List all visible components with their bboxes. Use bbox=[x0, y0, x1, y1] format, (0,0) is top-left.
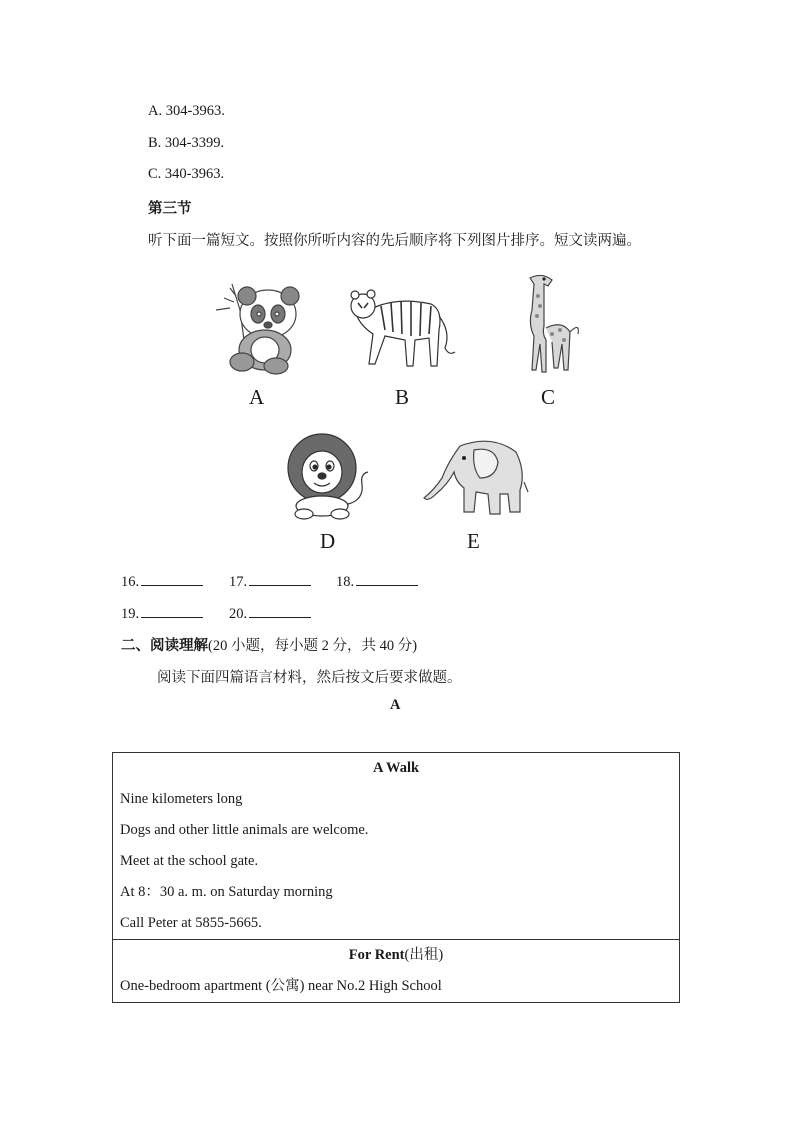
walk-line: Meet at the school gate. bbox=[120, 853, 259, 869]
picture-letter-c: C bbox=[541, 385, 556, 409]
panda-picture bbox=[210, 280, 310, 376]
walk-line: Call Peter at 5855-5665. bbox=[120, 915, 262, 931]
walk-notice bbox=[113, 753, 680, 940]
option-a: A. 304-3963. bbox=[148, 103, 225, 119]
picture-letter-e: E bbox=[467, 529, 480, 553]
elephant-picture bbox=[420, 432, 530, 518]
answer-blank[interactable] bbox=[141, 603, 203, 618]
answer-20[interactable]: 20. bbox=[229, 603, 311, 623]
option-c: C. 340-3963. bbox=[148, 166, 225, 182]
tiger-picture bbox=[345, 286, 457, 372]
lion-picture bbox=[284, 426, 374, 520]
section-title: 第三节 bbox=[148, 201, 192, 217]
picture-letter-d: D bbox=[320, 529, 336, 553]
walk-line: Nine kilometers long bbox=[120, 791, 243, 807]
picture-letter-a: A bbox=[249, 385, 265, 409]
answer-blank[interactable] bbox=[141, 571, 203, 586]
option-b: B. 304-3399. bbox=[148, 135, 225, 151]
notice-table bbox=[112, 752, 680, 1003]
picture-letter-b: B bbox=[395, 385, 410, 409]
part2-instruction: 阅读下面四篇语言材料，然后按文后要求做题。 bbox=[157, 670, 462, 686]
walk-line: At 8：30 a. m. on Saturday morning bbox=[120, 884, 333, 900]
answer-blank[interactable] bbox=[356, 571, 418, 586]
answer-19[interactable]: 19. bbox=[121, 603, 203, 623]
rent-title: For Rent(出租) bbox=[348, 947, 444, 963]
giraffe-picture bbox=[518, 270, 584, 376]
answer-16[interactable]: 16. bbox=[121, 571, 203, 591]
answer-blank[interactable] bbox=[249, 571, 311, 586]
section-instruction: 听下面一篇短文。按照你所听内容的先后顺序将下列图片排序。短文读两遍。 bbox=[148, 233, 641, 249]
rent-line: One-bedroom apartment (公寓) near No.2 High School bbox=[120, 978, 442, 994]
answer-blank[interactable] bbox=[249, 603, 311, 618]
part2-heading: 二、阅读理解(20 小题，每小题 2 分，共 40 分) bbox=[121, 638, 418, 654]
passage-label: A bbox=[390, 697, 401, 713]
walk-title: A Walk bbox=[372, 760, 420, 776]
walk-line: Dogs and other little animals are welcome. bbox=[120, 822, 369, 838]
answer-17[interactable]: 17. bbox=[229, 571, 311, 591]
rent-notice bbox=[113, 940, 680, 1003]
answer-18[interactable]: 18. bbox=[336, 571, 418, 591]
